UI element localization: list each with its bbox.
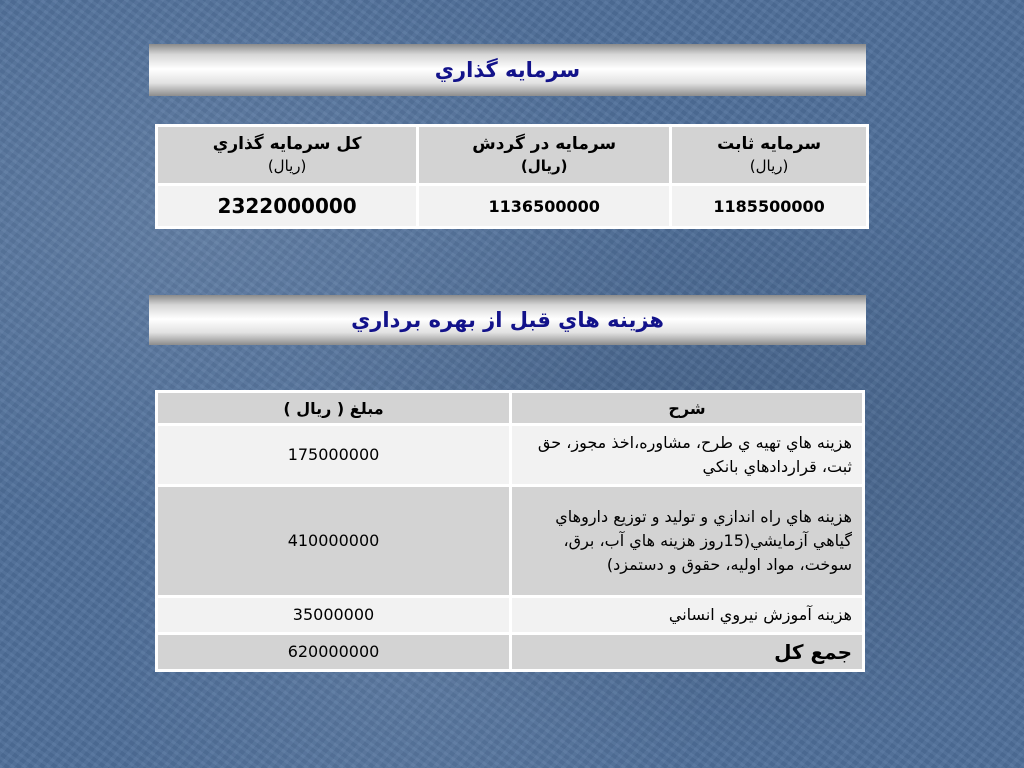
header-fixed-capital-label: سرمايه ثابت — [717, 134, 822, 154]
row-amount: 35000000 — [157, 597, 511, 634]
header-working-capital — [418, 126, 671, 185]
header-working-capital-unit: (ريال) — [520, 157, 568, 175]
row-description: هزينه هاي راه اندازي و توليد و توزيع داروهاي گياهي آزمايشي(15روز هزينه هاي آب، برق، سوخت، مواد اوليه، حقوق و دستمزد) — [511, 486, 864, 597]
costs-title-banner — [149, 295, 866, 345]
total-amount: 620000000 — [157, 634, 511, 671]
row-description: هزينه هاي تهيه ي طرح، مشاوره،اخذ مجوز، حق ثبت، قراردادهاي بانكي — [511, 425, 864, 486]
total-row — [157, 634, 864, 671]
investment-value-row — [157, 185, 868, 228]
header-fixed-capital — [671, 126, 868, 185]
header-total-investment-label: كل سرمايه گذاري — [212, 134, 362, 154]
header-amount: مبلغ ( ريال ) — [157, 392, 511, 425]
investment-header-row — [157, 126, 868, 185]
row-amount: 175000000 — [157, 425, 511, 486]
row-amount: 410000000 — [157, 486, 511, 597]
investment-table — [155, 124, 869, 229]
row-description: هزينه آموزش نيروي انساني — [511, 597, 864, 634]
value-fixed-capital: 1185500000 — [671, 185, 868, 228]
costs-header-row — [157, 392, 864, 425]
costs-table — [155, 390, 865, 672]
table-row — [157, 486, 864, 597]
investment-title-banner — [149, 44, 866, 96]
value-working-capital: 1136500000 — [418, 185, 671, 228]
costs-title: هزينه هاي قبل از بهره برداري — [351, 308, 664, 332]
header-working-capital-label: سرمايه در گردش — [472, 134, 617, 154]
table-row — [157, 425, 864, 486]
header-total-investment — [157, 126, 418, 185]
header-description: شرح — [511, 392, 864, 425]
value-total-investment: 2322000000 — [157, 185, 418, 228]
investment-title: سرمايه گذاري — [434, 58, 581, 82]
table-row — [157, 597, 864, 634]
header-total-investment-unit: (ريال) — [267, 157, 307, 175]
header-fixed-capital-unit: (ريال) — [749, 157, 789, 175]
total-label: جمع كل — [511, 634, 864, 671]
